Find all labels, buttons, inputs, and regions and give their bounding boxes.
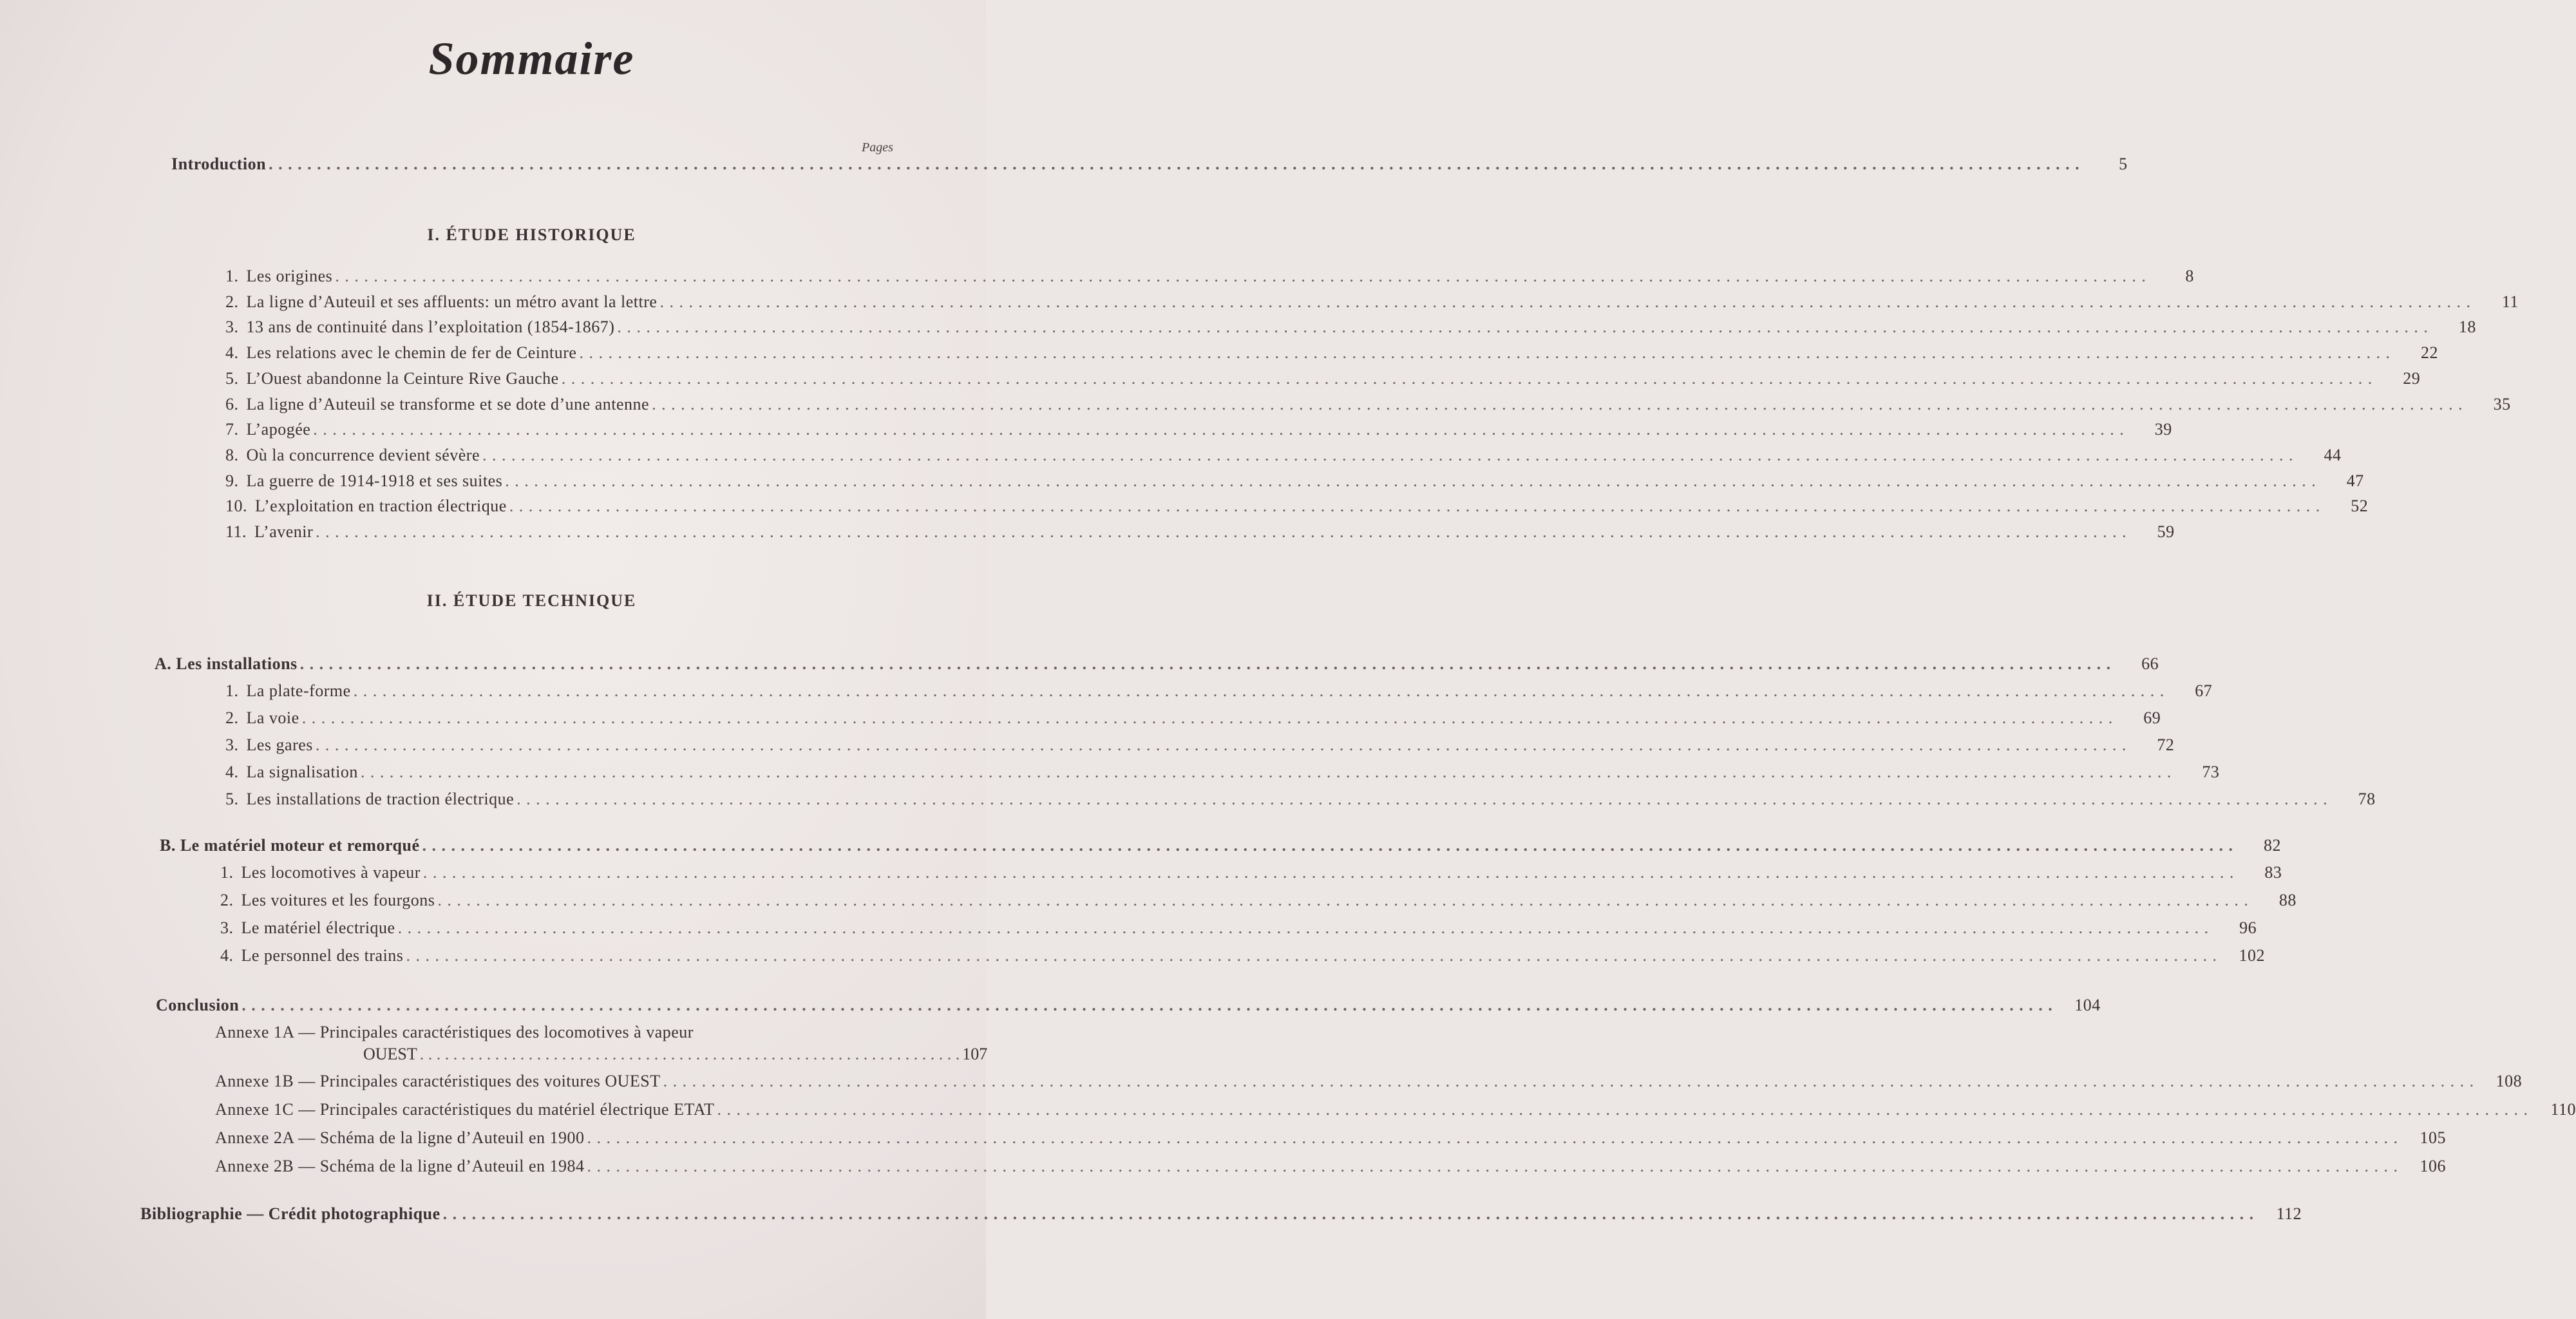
toc-entry: 4. Le personnel des trains . . . 102 bbox=[220, 946, 916, 965]
toc-entry: 9. La guerre de 1914-1918 et ses suites . . . 47 bbox=[225, 471, 898, 491]
toc-entry: 1. La plate-forme . . . 67 bbox=[225, 681, 911, 701]
toc-entry: 1. Les locomotives à vapeur . . . 83 bbox=[220, 863, 916, 882]
toc-entry-part-a: A. Les installations . . . 66 bbox=[155, 654, 911, 674]
annex-1a-line2: OUEST . . . . . . . . . . . . . . . . . . . . . . . . . . . . . . . . . . . . . . . . . . . . . . . . . . . . . . . . . . . . . . . . . 107 bbox=[363, 1045, 988, 1063]
toc-entry: 11. L’avenir . . . 59 bbox=[225, 522, 898, 542]
toc-entry: 8. Où la concurrence devient sévère . . . 44 bbox=[225, 446, 898, 465]
toc-entry-annex: Annexe 1C — Principales caractéristiques du matériel électrique ETAT . . . 110 bbox=[215, 1100, 917, 1119]
toc-entry-part-b: B. Le matériel moteur et remorqué . . . 82 bbox=[160, 836, 914, 855]
toc-entry: 1. Les origines . . . 8 bbox=[225, 267, 898, 286]
toc-entry: 3. Les gares . . . 72 bbox=[225, 735, 911, 755]
toc-entry: 3. 13 ans de continuité dans l’exploitation (1854-1867) . . . 18 bbox=[225, 318, 898, 337]
toc-entry-introduction: Introduction . . . 5 bbox=[171, 155, 896, 174]
toc-entry: 5. L’Ouest abandonne la Ceinture Rive Gauche . . . 29 bbox=[225, 369, 898, 388]
toc-entry: 3. Le matériel électrique . . . 96 bbox=[220, 918, 916, 938]
toc-entry-bibliography: Bibliographie — Crédit photographique . . . 112 bbox=[140, 1204, 925, 1224]
toc-entry: 2. La ligne d’Auteuil et ses affluents: un métro avant la lettre . . . 11 bbox=[225, 292, 898, 312]
toc-entry: 2. La voie . . . 69 bbox=[225, 708, 911, 728]
toc-entry-conclusion: Conclusion . . . 104 bbox=[156, 996, 916, 1015]
page-title: Sommaire bbox=[428, 33, 635, 84]
toc-entry: 6. La ligne d’Auteuil se transforme et se dote d’une antenne . . . 35 bbox=[225, 395, 898, 414]
section-heading-technique: II. ÉTUDE TECHNIQUE bbox=[426, 591, 637, 610]
toc-entry: 4. La signalisation . . . 73 bbox=[225, 763, 911, 782]
toc-entry-annex: Annexe 2A — Schéma de la ligne d’Auteuil en 1900 . . . 105 bbox=[215, 1128, 917, 1148]
toc-entry: 10. L’exploitation en traction électrique . . . 52 bbox=[225, 497, 898, 516]
pages-column-header: Pages bbox=[862, 140, 893, 155]
toc-entry-annex: Annexe 2B — Schéma de la ligne d’Auteuil en 1984 . . . 106 bbox=[215, 1157, 917, 1176]
annex-1a-line1: Annexe 1A — Principales caractéristiques des locomotives à vapeur bbox=[215, 1023, 694, 1041]
toc-entry: 7. L’apogée . . . 39 bbox=[225, 420, 898, 439]
toc-entry: 2. Les voitures et les fourgons . . . 88 bbox=[220, 891, 916, 910]
toc-entry: 5. Les installations de traction électrique . . . 78 bbox=[225, 790, 911, 809]
section-heading-historique: I. ÉTUDE HISTORIQUE bbox=[427, 225, 636, 244]
toc-entry: 4. Les relations avec le chemin de fer de Ceinture . . . 22 bbox=[225, 343, 898, 363]
toc-entry-annex: Annexe 1B — Principales caractéristiques des voitures OUEST . . . 108 bbox=[215, 1072, 917, 1091]
